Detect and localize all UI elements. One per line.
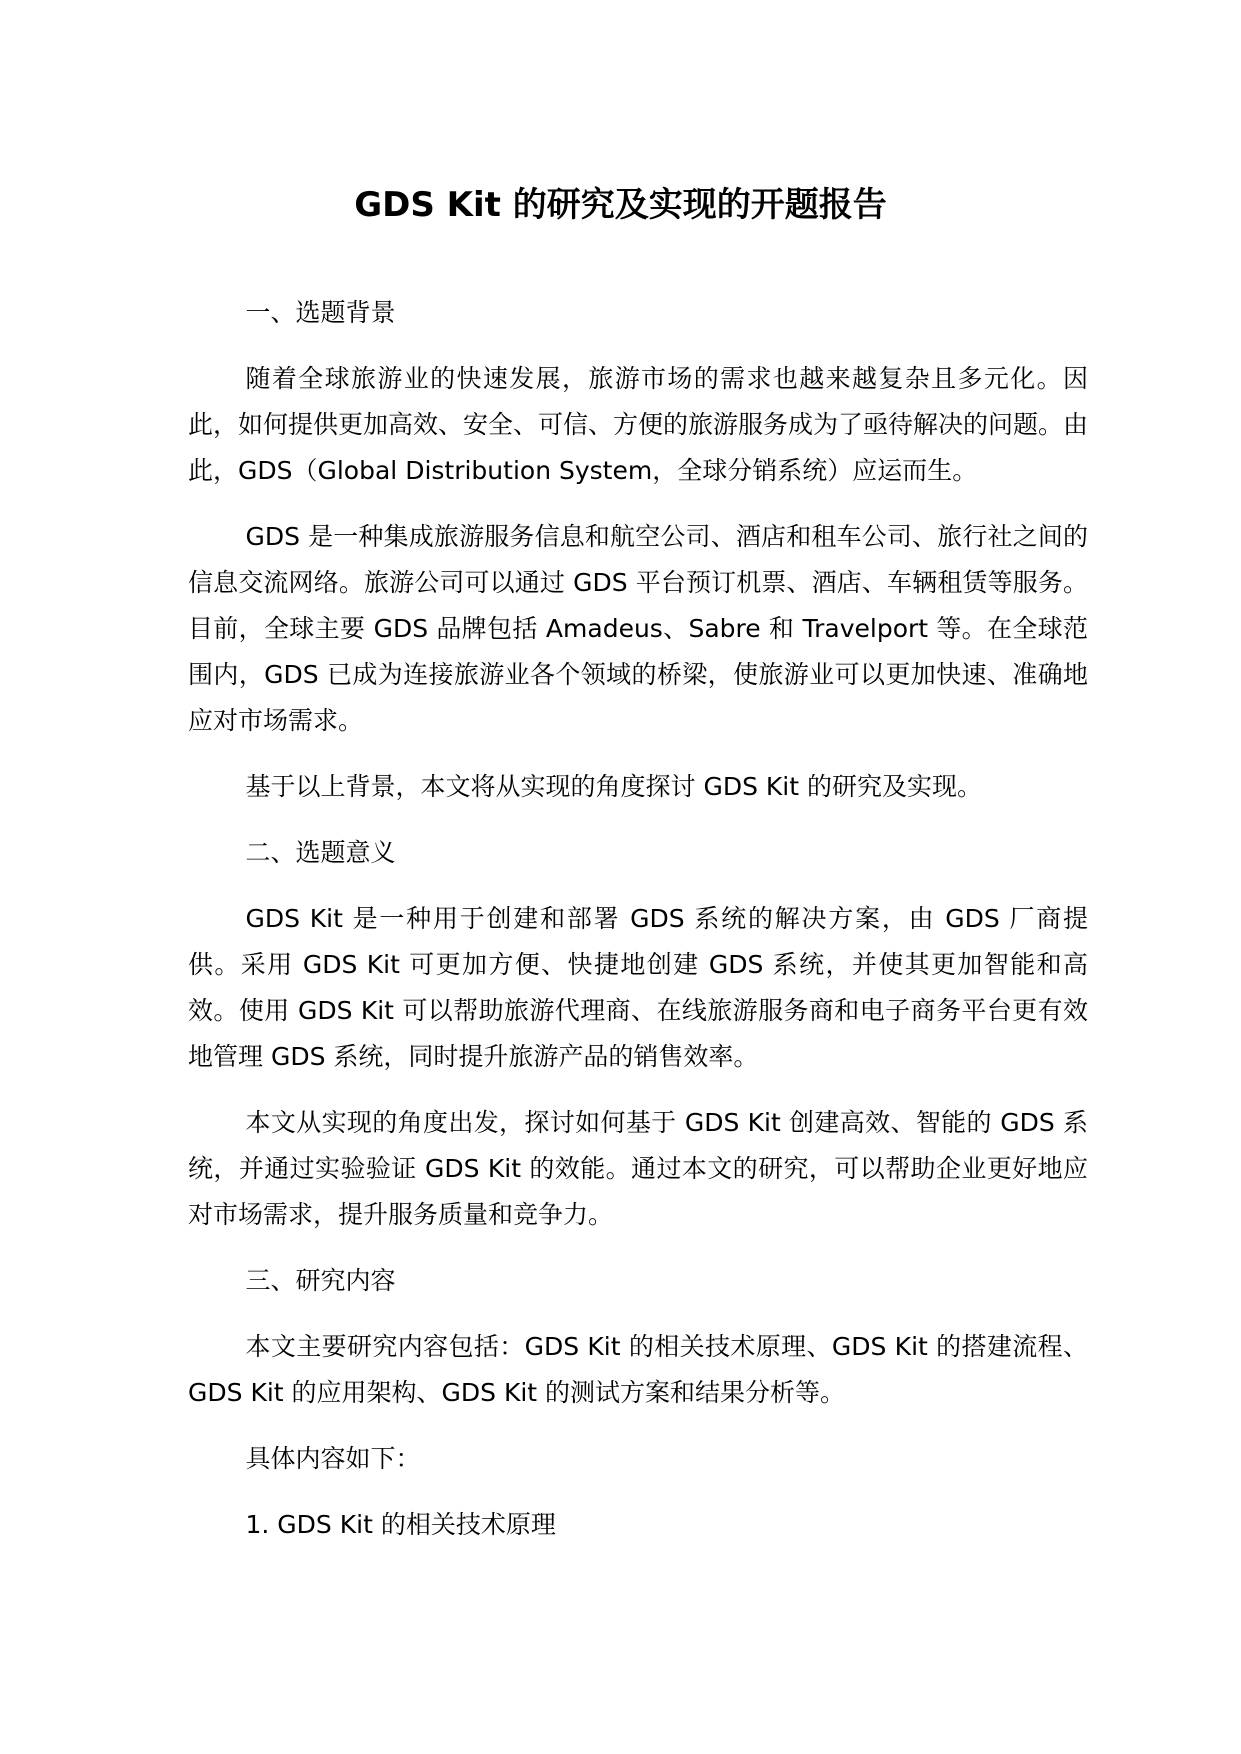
list-item: 1. GDS Kit 的相关技术原理 xyxy=(245,1510,556,1539)
section-heading-content: 三、研究内容 xyxy=(245,1266,396,1295)
section-heading-background: 一、选题背景 xyxy=(245,298,396,327)
document-body xyxy=(188,290,1088,1568)
paragraph: 随着全球旅游业的快速发展，旅游市场的需求也越来越复杂且多元化。因此，如何提供更加高效、安全、可信、方便的旅游服务成为了亟待解决的问题。由此，GDS（Global Distribution System，全球分销系统）应运而生。 xyxy=(188,364,1089,485)
section-heading-significance: 二、选题意义 xyxy=(245,838,396,867)
paragraph: 本文从实现的角度出发，探讨如何基于 GDS Kit 创建高效、智能的 GDS 系统，并通过实验验证 GDS Kit 的效能。通过本文的研究，可以帮助企业更好地应对市场需求，提升服务质量和竞争力。 xyxy=(188,1108,1088,1229)
paragraph: 本文主要研究内容包括：GDS Kit 的相关技术原理、GDS Kit 的搭建流程、GDS Kit 的应用架构、GDS Kit 的测试方案和结果分析等。 xyxy=(188,1332,1088,1407)
paragraph: 具体内容如下： xyxy=(245,1444,421,1473)
document-title: GDS Kit 的研究及实现的开题报告 xyxy=(354,185,887,225)
paragraph: GDS Kit 是一种用于创建和部署 GDS 系统的解决方案，由 GDS 厂商提供。采用 GDS Kit 可更加方便、快捷地创建 GDS 系统，并使其更加智能和高效。使用 GDS Kit 可以帮助旅游代理商、在线旅游服务商和电子商务平台更有效地管理 GDS 系统，同时提升旅游产品的销售效率。 xyxy=(188,904,1088,1071)
paragraph: 基于以上背景，本文将从实现的角度探讨 GDS Kit 的研究及实现。 xyxy=(245,772,982,801)
paragraph: GDS 是一种集成旅游服务信息和航空公司、酒店和租车公司、旅行社之间的信息交流网络。旅游公司可以通过 GDS 平台预订机票、酒店、车辆租赁等服务。目前，全球主要 GDS 品牌包括 Amadeus、Sabre 和 Travelport 等。在全球范围内，GDS 已成为连接旅游业各个领域的桥梁，使旅游业可以更加快速、准确地应对市场需求。 xyxy=(188,522,1088,735)
